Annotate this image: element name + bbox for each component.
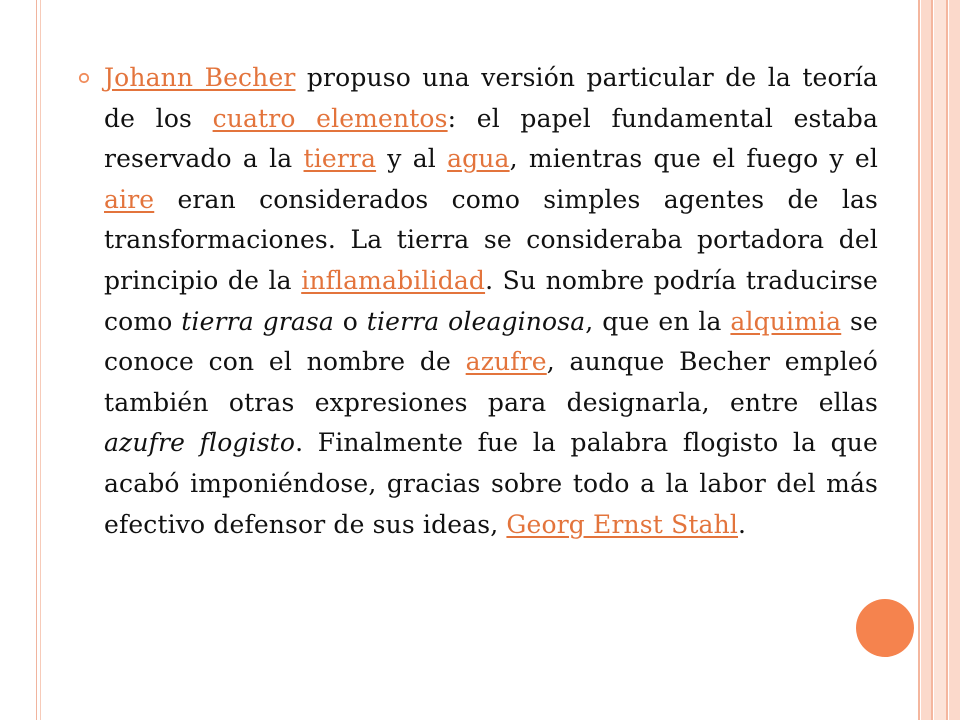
link-azufre[interactable]: azufre [465, 347, 547, 377]
left-border-line [36, 0, 37, 720]
text-run: se conoce con el nombre de [104, 306, 878, 377]
italic-tierra-oleaginosa: tierra oleaginosa [366, 306, 586, 336]
right-stripe-3 [931, 0, 933, 720]
text-run: , aunque Becher empleó también otras expresiones para designarla, entre ellas [104, 347, 878, 417]
text-run: : el papel fundamental estaba reservado a la [104, 103, 878, 174]
link-aire[interactable]: aire [104, 184, 155, 214]
right-stripe-1 [918, 0, 920, 720]
body-paragraph [104, 58, 878, 545]
link-johann-becher[interactable]: Johann Becher [104, 63, 296, 92]
italic-tierra-grasa: tierra grasa [181, 306, 334, 336]
decorative-orange-circle [856, 599, 914, 657]
link-agua[interactable]: agua [447, 144, 510, 174]
left-border-line-inner [40, 0, 41, 720]
text-run: . Finalmente fue la palabra flogisto la que acabó imponiéndose, gracias sobre todo a la labor del más efectivo defensor de sus ideas, [104, 428, 878, 539]
circle-outline-icon [78, 72, 90, 84]
text-run: , mientras que el fuego y el [509, 144, 879, 174]
right-stripe-6 [949, 0, 960, 720]
text-run: . [738, 509, 747, 539]
text-run: eran considerados como simples agentes de las transformaciones. La tierra se consideraba portadora del principio de la [104, 184, 878, 295]
right-stripe-2 [921, 0, 931, 720]
text-run: propuso una versión particular de la teoría de los [104, 63, 878, 133]
text-run: , que en la [585, 306, 731, 336]
right-stripe-5 [946, 0, 948, 720]
link-cuatro-elementos[interactable]: cuatro elementos [212, 103, 448, 133]
link-alquimia[interactable]: alquimia [730, 306, 842, 336]
text-run: y al [376, 144, 448, 174]
link-inflamabilidad[interactable]: inflamabilidad [301, 265, 486, 295]
italic-azufre-flogisto: azufre flogisto [104, 428, 296, 458]
content-area [78, 58, 878, 545]
link-tierra[interactable]: tierra [303, 144, 377, 174]
text-run: o [333, 306, 367, 336]
text-run: . Su nombre podría traducirse como [104, 265, 878, 336]
right-stripe-4 [934, 0, 946, 720]
link-georg-ernst-stahl[interactable]: Georg Ernst Stahl [506, 509, 738, 539]
